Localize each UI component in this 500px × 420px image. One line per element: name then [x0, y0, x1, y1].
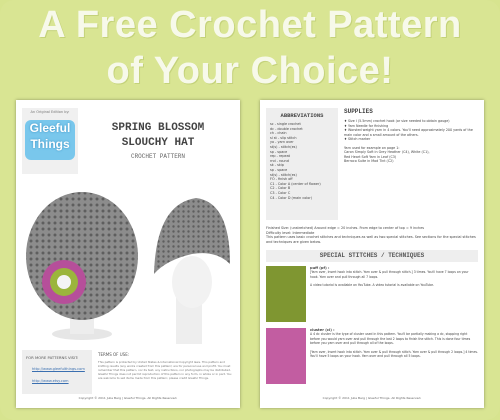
cluster-stitch-section [310, 328, 478, 358]
more-patterns-box [22, 350, 92, 394]
supply-item: ♦ Size I (5.5mm) crochet hook (or size needed to obtain gauge) [344, 119, 450, 123]
yarn-used-item: Berroco Suite in Mod Tint (C2) [344, 159, 394, 163]
brand-box [22, 108, 78, 174]
gleefulthings-link[interactable]: http://www.gleefulthings.com [32, 367, 85, 371]
abbreviation-item: sl st - slip stitch [270, 135, 297, 140]
abbreviation-item: rnd - round [270, 158, 289, 163]
finished-size: Finished Size: (unstretched) Around edge = 20 inches. From edge to center of top = 9 inches [266, 226, 425, 230]
special-stitches-header [266, 250, 478, 262]
abbreviation-item: sk - skip [270, 163, 284, 168]
abbreviation-item: C1 - Color A (center of flower) [270, 181, 321, 186]
abbreviations-list [270, 122, 321, 200]
pattern-instructions-page [260, 100, 484, 408]
yarn-used-item: Red Heart Soft Yarn in Leaf (C3) [344, 154, 397, 159]
logo-line-2: Things [30, 137, 70, 151]
abbreviation-item: C4 - Color D (main color) [270, 195, 313, 200]
hat-side-view-photo [146, 184, 234, 344]
pattern-title-line-2: SLOUCHY HAT [121, 137, 195, 149]
abbreviation-item: dc - double crochet [270, 126, 303, 131]
abbreviation-item: st(s) - stitch(es) [270, 144, 297, 149]
gleeful-things-logo [25, 120, 75, 160]
abbreviations-title: ABBREVIATIONS [280, 112, 324, 119]
pattern-title-line-1: SPRING BLOSSOM [111, 122, 205, 134]
abbreviation-item: FO - finish off [270, 177, 293, 182]
supply-item: ♦ Yarn Needle for finishing [344, 123, 389, 128]
logo-line-1: Gleeful [29, 121, 71, 135]
headline-line-2: of Your Choice! [106, 50, 394, 92]
difficulty-level: Difficulty level: Intermediate [266, 230, 315, 235]
hat-top-view-photo [22, 184, 142, 344]
cover-footer [22, 346, 234, 402]
instructions-copyright: Copyright © 2011 Julie Berg | Gleeful Things. All Rights Reserved. [322, 396, 422, 400]
finished-size-section [266, 226, 478, 244]
pattern-subtitle: CROCHET PATTERN [130, 153, 185, 160]
cluster-stitch-note: [Yarn over, Insert hook into stitch. Yarn over & pull through stitch. Yarn over & pull through 2 loops.] 4 times. You'll have 5 loops on your hook. Yarn over and pull through all 5 loops. [310, 349, 478, 359]
abbreviation-item: st(s) - stitch(es) [270, 172, 297, 177]
supplies-title: SUPPLIES [344, 108, 373, 115]
supplies-list [344, 119, 478, 164]
puff-stitch-section [310, 266, 478, 288]
puff-stitch-name: puff (pf) : [310, 266, 330, 270]
puff-stitch-photo [266, 266, 306, 322]
pattern-notes: This pattern uses basic crochet stitches and techniques as well as two special stitches. See sections for the special stitches and techniques are given below. [266, 235, 476, 244]
abbreviation-item: C2 - Color B [270, 186, 291, 191]
puff-stitch-note: A video tutorial is available on YouTube. A video tutorial is available on YouTube. [310, 283, 434, 288]
more-patterns-title: FOR MORE PATTERNS VISIT: [26, 355, 79, 360]
brand-caption: An Original Edition by: [30, 110, 70, 114]
cluster-stitch-photo [266, 328, 306, 384]
abbreviation-item: rep - repeat [270, 154, 290, 159]
abbreviation-item: C3 - Color C [270, 190, 291, 195]
yarn-used-title: Yarn used for example on page 1: [344, 145, 400, 150]
abbreviation-item: sp - space [270, 167, 288, 172]
terms-text: This pattern is protected by United States & International Copyright laws. This pattern and knitting results (any works created from this pattern) are for personal use and profit. You must remember that this pattern, nor its text, any instructions, nor photographs may be distributed. Gleeful Things does not permit reproduction of this pattern in any form, in whole or in part. You are welcome to sell items made from this pattern; please credit Gleeful Things. [98, 360, 232, 380]
terms-title: TERMS OF USE: [98, 352, 130, 357]
special-stitches-title: SPECIAL STITCHES / TECHNIQUES [319, 252, 425, 259]
pattern-title-box [82, 108, 234, 174]
cover-copyright: Copyright © 2011 Julie Berg | Gleeful Things. All Rights Reserved. [78, 396, 178, 400]
pattern-cover-page [16, 100, 240, 408]
hat-photos [22, 184, 234, 344]
puff-stitch-text: [Yarn over, Insert hook into stitch. Yarn over & pull through stitch.] 3 times. You'll have 7 loops on your hook. Yarn over and pull through all 7 loops. [310, 270, 469, 279]
supply-item: ♦ Stitch marker [344, 137, 371, 141]
yarn-used-item: Caron Simply Soft in Grey Heather (C4), White (C1), [344, 150, 430, 154]
abbreviation-item: ch - chain [270, 131, 287, 136]
cluster-stitch-name: cluster (cl) : [310, 328, 335, 332]
supply-item: ♦ Worsted weight yarn in 4 colors. You'll need approximately 200 yards of the main color and a small amount of the others. [344, 128, 473, 137]
abbreviation-item: sp - space [270, 149, 288, 154]
abbreviation-item: yo - yarn over [270, 140, 294, 145]
etsy-link[interactable]: http://www.etsy.com [32, 379, 69, 383]
abbreviation-item: sc - single crochet [270, 122, 301, 126]
abbreviations-box [266, 108, 338, 220]
cluster-stitch-text: A 4 dc cluster is the type of cluster used in this pattern. You'll be partially making a dc, stopping right before you would yarn over and pull through the last 2 loops to finish the stitch. This is done four times before you yarn over and pull through all of the loops. [310, 332, 471, 346]
headline-line-1: A Free Crochet Pattern [38, 4, 462, 46]
